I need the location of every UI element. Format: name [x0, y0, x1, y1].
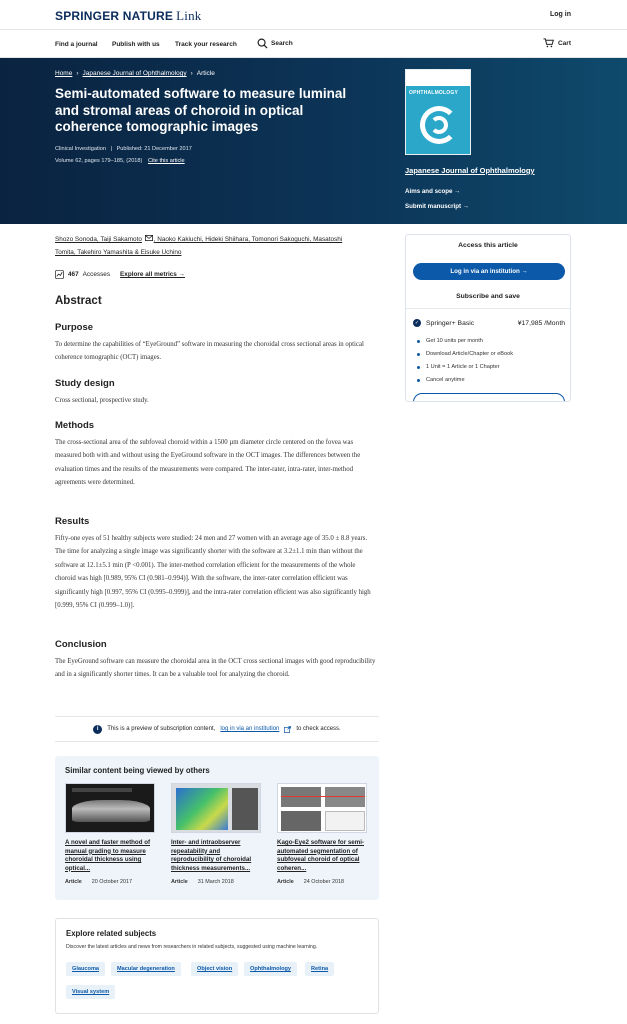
subject-tag[interactable]: Glaucoma	[66, 962, 105, 976]
authors-rest[interactable]: , Naoko Kakiuchi, Hideki Shiihara, Tomonori Sakoguchi, Masatoshi	[153, 236, 343, 243]
notice-login-link[interactable]: log in via an institution	[220, 726, 280, 732]
related-heading: Explore related subjects	[66, 929, 157, 938]
breadcrumb-article: Article	[196, 70, 215, 77]
logo-brand: SPRINGER NATURE	[55, 9, 174, 23]
similar-card-thumbnail[interactable]	[65, 783, 155, 833]
plan-bullet: Get 10 units per month	[417, 338, 483, 344]
similar-content-section	[55, 756, 379, 900]
conclusion-heading: Conclusion	[55, 639, 107, 650]
journal-cover[interactable]	[405, 69, 471, 155]
subject-tag[interactable]: Macular degeneration	[111, 962, 181, 976]
breadcrumb-journal[interactable]: Japanese Journal of Ophthalmology	[82, 70, 187, 77]
mail-icon[interactable]	[145, 235, 153, 241]
related-description: Discover the latest articles and news from researchers in related subjects, suggested using machine learning.	[66, 944, 318, 950]
article-type-date: Clinical Investigation | Published: 21 December 2017	[55, 146, 192, 152]
similar-card-thumbnail[interactable]	[171, 783, 261, 833]
similar-card[interactable]	[171, 783, 261, 885]
card-type: Article	[277, 879, 294, 885]
similar-card-title[interactable]: Kago-Eye2 software for semi-automated segmentation of subfoveal choroid of optical coheren...	[277, 839, 364, 872]
cover-title: OPHTHALMOLOGY	[409, 90, 458, 96]
similar-card-meta	[277, 879, 367, 885]
article-title: Semi-automated software to measure luminal and stromal areas of choroid in optical coherence tomographic images	[55, 86, 347, 134]
article-type: Clinical Investigation	[55, 146, 106, 152]
chevron-right-icon: ›	[76, 70, 79, 77]
similar-card-title[interactable]: A novel and faster method of manual grading to measure choroidal thickness using optical...	[65, 839, 151, 872]
card-date: 31 March 2018	[197, 879, 234, 885]
plan-price: ¥17,985 /Month	[517, 319, 565, 327]
aims-scope-link[interactable]: Aims and scope →	[405, 188, 461, 195]
accesses-label: Accesses	[82, 271, 111, 278]
similar-card[interactable]	[65, 783, 155, 885]
breadcrumb	[55, 70, 215, 77]
springer-nature-link-logo[interactable]	[55, 8, 201, 24]
author-list	[55, 234, 375, 259]
plan-bullet: Cancel anytime	[417, 377, 465, 383]
breadcrumb-home[interactable]: Home	[55, 70, 73, 77]
cite-link[interactable]: Cite this article	[147, 158, 185, 164]
access-heading: Access this article	[458, 242, 518, 249]
metrics-icon	[55, 270, 64, 279]
abstract-heading: Abstract	[55, 295, 102, 307]
main-nav	[0, 30, 627, 58]
nav-find-journal[interactable]: Find a journal	[55, 41, 98, 48]
conclusion-text: The EyeGround software can measure the choroidal area in the OCT cross sectional images with good reproducibility and in a significantly shorter times. It can be a valuable tool for analyzing the choroid.	[55, 658, 376, 679]
subject-tag[interactable]: Ophthalmology	[244, 962, 297, 976]
subject-tag[interactable]: Retina	[305, 962, 334, 976]
external-link-icon	[284, 726, 291, 733]
subject-tag[interactable]: Object vision	[191, 962, 238, 976]
top-header	[0, 0, 627, 30]
nav-cart[interactable]	[543, 38, 571, 48]
results-heading: Results	[55, 516, 90, 527]
cover-band	[406, 70, 470, 86]
volume-pages: Volume 62, pages 179–185, (2018)	[55, 158, 143, 164]
similar-heading: Similar content being viewed by others	[65, 766, 210, 775]
notice-post: to check access.	[296, 726, 341, 732]
purpose-heading: Purpose	[55, 322, 94, 333]
card-date: 24 October 2018	[303, 879, 344, 885]
similar-card-meta	[65, 879, 155, 885]
info-icon: i	[93, 725, 102, 734]
cart-label: Cart	[557, 39, 571, 47]
similar-card-title[interactable]: Inter- and intraobserver repeatability and reproducibility of choroidal thickness measurements...	[171, 839, 252, 872]
cover-swirl-graphic	[430, 116, 448, 134]
notice-pre: This is a preview of subscription content,	[107, 726, 216, 732]
access-article-box	[405, 234, 571, 402]
institution-login-button[interactable]: Log in via an institution →	[413, 263, 565, 280]
chevron-right-icon: ›	[190, 70, 193, 77]
related-subjects-section	[55, 918, 379, 1014]
nav-track-research[interactable]: Track your research	[175, 41, 237, 48]
published-date: Published: 21 December 2017	[116, 146, 192, 152]
card-date: 20 October 2017	[91, 879, 132, 885]
login-link[interactable]: Log in	[550, 11, 571, 18]
nav-search[interactable]	[257, 38, 293, 49]
cart-icon	[543, 38, 554, 48]
divider	[406, 308, 570, 309]
card-type: Article	[171, 879, 188, 885]
submit-manuscript-link[interactable]: Submit manuscript →	[405, 203, 469, 210]
study-design-heading: Study design	[55, 378, 115, 389]
search-icon	[257, 38, 268, 49]
plan-bullet: Download Article/Chapter or eBook	[417, 351, 513, 357]
authors-first[interactable]: Shozo Sonoda, Taiji Sakamoto	[55, 236, 142, 243]
subject-tag[interactable]: Visual system	[66, 985, 115, 999]
study-design-text: Cross sectional, prospective study.	[55, 397, 149, 404]
methods-text: The cross-sectional area of the subfoveal choroid within a 1500 µm diameter circle centered on the fovea was measured both with and without using the EyeGround software in the OCT images. The differences between the evaluation times and the results of the measurements were compared. The inter-rater, intra-rater, inter-method agreements were determined.	[55, 439, 361, 487]
plan-name: Springer+ Basic	[426, 319, 475, 327]
article-hero	[0, 58, 627, 224]
logo-suffix: Link	[176, 8, 202, 23]
card-type: Article	[65, 879, 82, 885]
methods-heading: Methods	[55, 420, 95, 431]
preview-notice	[55, 716, 379, 742]
subscribe-button[interactable]	[413, 393, 565, 402]
plan-bullet: 1 Unit = 1 Article or 1 Chapter	[417, 364, 500, 370]
similar-card[interactable]	[277, 783, 367, 885]
plan-row[interactable]	[413, 319, 565, 327]
similar-card-thumbnail[interactable]	[277, 783, 367, 833]
search-label: Search	[271, 40, 293, 47]
nav-publish[interactable]: Publish with us	[112, 41, 160, 48]
authors-line2[interactable]: Tomita, Takehiro Yamashita & Eisuke Uchino	[55, 248, 182, 256]
similar-card-meta	[171, 879, 261, 885]
check-icon: ✓	[414, 320, 420, 326]
explore-metrics-link[interactable]: Explore all metrics →	[120, 271, 186, 278]
subscribe-heading: Subscribe and save	[456, 293, 520, 300]
journal-name-link[interactable]: Japanese Journal of Ophthalmology	[405, 166, 535, 175]
article-metrics	[55, 270, 185, 279]
results-text: Fifty-one eyes of 51 healthy subjects were studied: 24 men and 27 women with an average age of 35.0 ± 8.8 years. The time for analyzing a single image was significantly shorter with the software at 3.2±1.1 min than without the software at 12.1±5.1 min (P <0.001). The inter-method correlation efficient for the measurements of the whole choroid was high [0.989, 95% CI (0.981–0.994)]. With the software, the inter-rater correlation efficient was significantly high [0.997, 95% CI (0.995–0.999)], and the intra-rater correlation efficient was also significantly high [0.999, 95% CI (0.999–1.0)].	[55, 535, 371, 610]
accesses-count: 467	[68, 271, 79, 278]
purpose-text: To determine the capabilities of “EyeGround” software in measuring the choroidal cross sectional areas in optical coherence tomographic (OCT) images.	[55, 341, 364, 362]
volume-info	[55, 158, 185, 164]
